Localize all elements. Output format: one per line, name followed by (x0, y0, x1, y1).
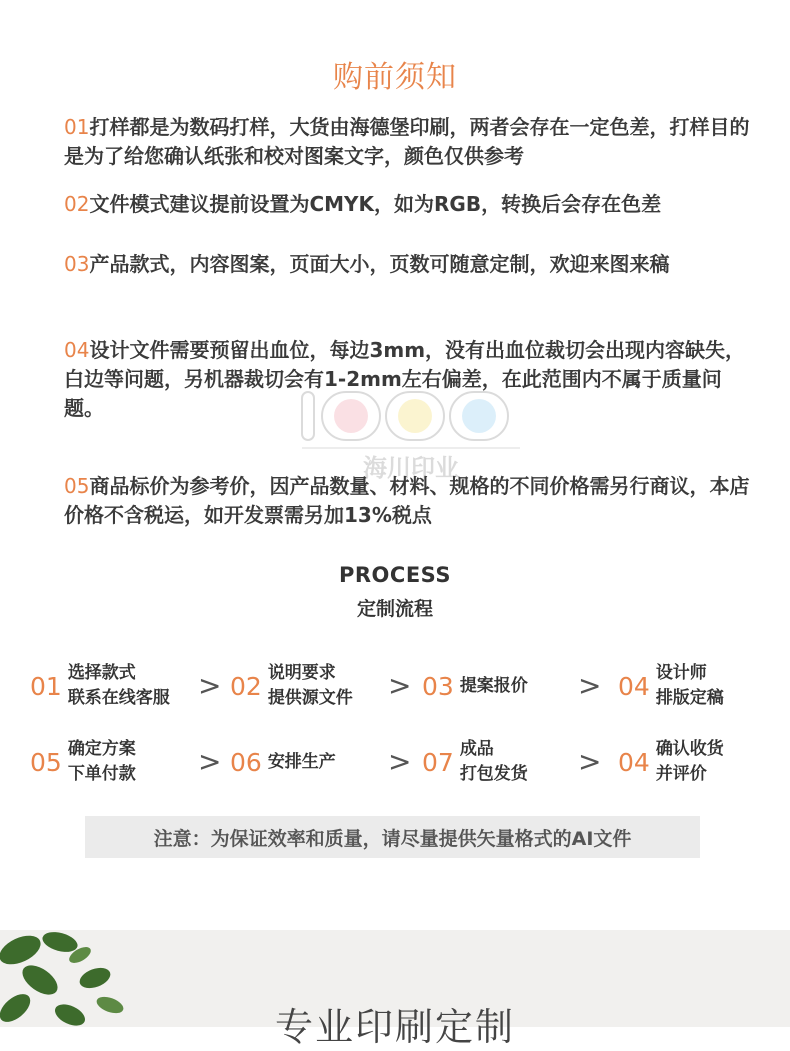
step-line2: 提供源文件 (267, 688, 353, 708)
chevron-right-icon: > (578, 669, 602, 702)
notice-number: 02 (64, 192, 90, 216)
step-line2: 下单付款 (67, 764, 136, 784)
step-number: 04 (618, 747, 650, 777)
process-step-2 (230, 659, 353, 713)
process-step-6 (230, 735, 336, 789)
step-number: 01 (30, 671, 62, 701)
process-step-4 (618, 659, 724, 713)
notice-number: 05 (64, 474, 90, 498)
process-title-en: PROCESS (339, 563, 451, 587)
watermark-text: 海川印业 (363, 454, 459, 482)
step-line1: 说明要求 (267, 663, 336, 683)
notice-number: 01 (64, 115, 90, 139)
note-bar (85, 816, 700, 858)
bottom-title: 专业印刷定制 (274, 1005, 515, 1049)
step-number: 06 (230, 747, 262, 777)
step-number: 05 (30, 747, 62, 777)
step-line2: 排版定稿 (655, 688, 724, 708)
process-step-7 (422, 735, 528, 789)
notice-number: 03 (64, 252, 90, 276)
step-line2: 并评价 (655, 764, 707, 784)
step-line2: 打包发货 (459, 764, 528, 784)
process-step-3 (422, 659, 528, 713)
notice-item-5 (64, 472, 754, 530)
step-line1: 提案报价 (459, 675, 528, 696)
notice-item-2 (64, 190, 754, 219)
notice-item-3 (64, 250, 754, 279)
process-step-5 (30, 735, 136, 789)
step-number: 02 (230, 671, 262, 701)
notice-text: 商品标价为参考价，因产品数量、材料、规格的不同价格需另行商议，本店价格不含税运，如开发票需另加13%税点 (64, 474, 750, 527)
chevron-right-icon: > (388, 745, 412, 778)
chevron-right-icon: > (388, 669, 412, 702)
notice-text: 设计文件需要预留出血位，每边3mm，没有出血位裁切会出现内容缺失，白边等问题，另机器裁切会有1-2mm左右偏差，在此范围内不属于质量问题。 (64, 338, 746, 420)
note-text: 注意：为保证效率和质量，请尽量提供矢量格式的AI文件 (153, 827, 632, 850)
notice-item-1 (64, 113, 754, 171)
process-step-1 (30, 659, 170, 713)
page-title: 购前须知 (333, 60, 457, 95)
chevron-right-icon: > (578, 745, 602, 778)
process-title-cn: 定制流程 (356, 598, 433, 620)
notice-text: 文件模式建议提前设置为CMYK，如为RGB，转换后会存在色差 (89, 192, 662, 216)
step-line1: 设计师 (655, 663, 707, 683)
chevron-right-icon: > (198, 745, 222, 778)
process-step-8 (618, 735, 724, 789)
step-number: 03 (422, 671, 454, 701)
step-number: 07 (422, 747, 454, 777)
chevron-right-icon: > (198, 669, 222, 702)
step-line1: 成品 (459, 739, 494, 759)
step-line2: 联系在线客服 (67, 688, 170, 708)
step-number: 04 (618, 671, 650, 701)
step-line1: 选择款式 (67, 663, 136, 683)
step-line1: 确认收货 (655, 739, 724, 759)
step-line1: 确定方案 (67, 739, 136, 759)
notice-text: 打样都是为数码打样，大货由海德堡印刷，两者会存在一定色差，打样目的是为了给您确认纸张和校对图案文字，颜色仅供参考 (64, 115, 750, 168)
notice-text: 产品款式，内容图案，页面大小，页数可随意定制，欢迎来图来稿 (89, 252, 670, 276)
step-line1: 安排生产 (267, 751, 336, 772)
watermark-logo (300, 388, 522, 483)
notice-number: 04 (64, 338, 90, 362)
